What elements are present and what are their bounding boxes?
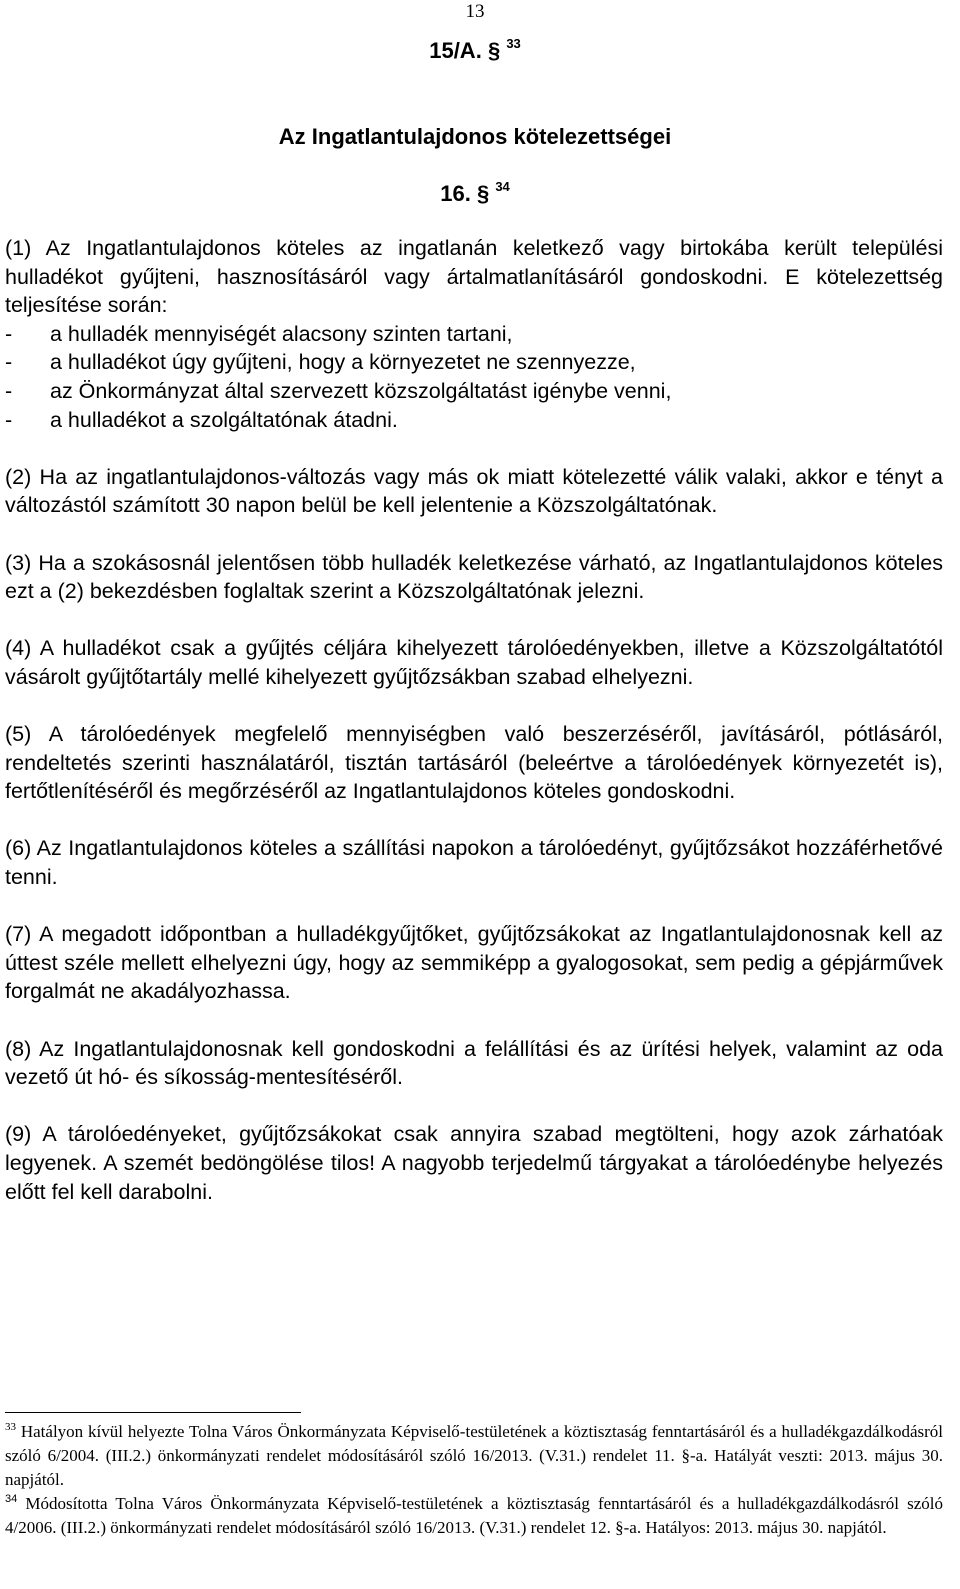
list-dash: - — [5, 321, 13, 346]
paragraph-6: (6) Az Ingatlantulajdonos köteles a szállítási napokon a tárolóedényt, gyűjtőzsákot hozzáférhetővé tenni. — [5, 836, 943, 890]
list-dash: - — [5, 407, 13, 432]
section-15a-heading — [0, 37, 950, 65]
footnote-number: 34 — [5, 1493, 18, 1505]
list-item — [5, 406, 943, 435]
list-dash: - — [5, 378, 13, 403]
paragraph-2: (2) Ha az ingatlantulajdonos-változás vagy más ok miatt kötelezetté válik valaki, akkor e tényt a változástól számított 30 napon belül be kell jelentenie a Közszolgáltatónak. — [5, 464, 943, 518]
footnote-34 — [5, 1492, 943, 1540]
list-item-text: a hulladékot úgy gyűjteni, hogy a környezetet ne szennyezze, — [50, 350, 636, 375]
page-title: Az Ingatlantulajdonos kötelezettségei — [278, 124, 672, 149]
list-item-text: a hulladék mennyiségét alacsony szinten tartani, — [50, 321, 513, 346]
page-number: 13 — [465, 1, 485, 22]
footnote-ref-33[interactable]: 33 — [506, 36, 521, 51]
list-item-text: az Önkormányzat által szervezett közszolgáltatást igénybe venni, — [50, 378, 672, 403]
paragraph-9: (9) A tárolóedényeket, gyűjtőzsákokat csak annyira szabad megtölteni, hogy azok zárhatóak legyenek. A szemét bedöngölése tilos! A nagyobb terjedelmű tárgyakat a tárolóedénybe helyezés előtt fel kell darabolni. — [5, 1122, 943, 1204]
paragraph-4: (4) A hulladékot csak a gyűjtés céljára kihelyezett tárolóedényekben, illetve a Közszolgáltatótól vásárolt gyűjtőtartály mellé kihelyezett gyűjtőzsákban szabad elhelyezni. — [5, 636, 943, 689]
section-16-label: 16. — [440, 181, 471, 206]
section-body — [5, 234, 943, 1235]
paragraph-3: (3) Ha a szokásosnál jelentősen több hulladék keletkezése várható, az Ingatlantulajdonos köteles ezt a (2) bekezdésben foglaltak szerint a Közszolgáltatónak jelezni. — [5, 550, 943, 604]
paragraph-5: (5) A tárolóedények megfelelő mennyiségben való beszerzéséről, javításáról, pótlásáról, rendeltetés szerinti használatáról, tisztán tartásáról (beleértve a tárolóedények környezetét is), fertőtlenítéséről és megőrzéséről az Ingatlantulajdonos köteles gondoskodni. — [5, 722, 943, 804]
paragraph-1-intro: (1) Az Ingatlantulajdonos köteles az ingatlanán keletkező vagy birtokába került települési hulladékot gyűjteni, hasznosításáról vagy ártalmatlanításáról gondoskodni. E kötelezettség teljesítése során: — [5, 236, 943, 318]
paragraph-1 — [5, 234, 943, 434]
list-dash: - — [5, 350, 13, 375]
paragraph-8: (8) Az Ingatlantulajdonosnak kell gondoskodni a felállítási és az ürítési helyek, valamint az oda vezető út hó- és síkosság-mentesítéséről. — [5, 1036, 943, 1090]
section-15a-label: 15/A. — [429, 38, 482, 63]
footnotes — [5, 1420, 943, 1540]
list-item — [5, 377, 943, 406]
section-15a-symbol: § — [487, 38, 501, 63]
list-item — [5, 320, 943, 349]
list-item — [5, 348, 943, 377]
paragraph-7: (7) A megadott időpontban a hulladékgyűjtőket, gyűjtőzsákokat az Ingatlantulajdonosnak kell az úttest széle mellett elhelyezni úgy, hogy az semmiképp a gyalogosokat, sem pedig a gépjárművek forgalmát ne akadályozhassa. — [5, 922, 943, 1004]
footnote-text: Módosította Tolna Város Önkormányzata Képviselő-testületének a köztisztaság fenntartásáról és a hulladékgazdálkodásról szóló 4/2006. (III.2.) önkormányzati rendelet módosításáról szóló 16/2013. (V.31.) rendelet 12. §-a. Hatályos: 2013. május 30. napjától. — [5, 1494, 944, 1537]
footnote-text: Hatályon kívül helyezte Tolna Város Önkormányzata Képviselő-testületének a köztisztaság fenntartásáról és a hulladékgazdálkodásról szóló 6/2004. (III.2.) önkormányzati rendelet módosításáról szóló 16/2013. (V.31.) rendelet 11. §-a. Hatályát veszti: 2013. május 30. napjától. — [5, 1422, 943, 1489]
footnote-33 — [5, 1420, 943, 1492]
footnote-divider — [5, 1412, 301, 1413]
section-16-symbol: § — [476, 181, 490, 206]
section-16-heading — [0, 180, 950, 208]
list-item-text: a hulladékot a szolgáltatónak átadni. — [50, 407, 398, 432]
obligation-list — [5, 320, 943, 434]
footnote-ref-34[interactable]: 34 — [495, 179, 510, 194]
footnote-number: 33 — [5, 1421, 16, 1433]
